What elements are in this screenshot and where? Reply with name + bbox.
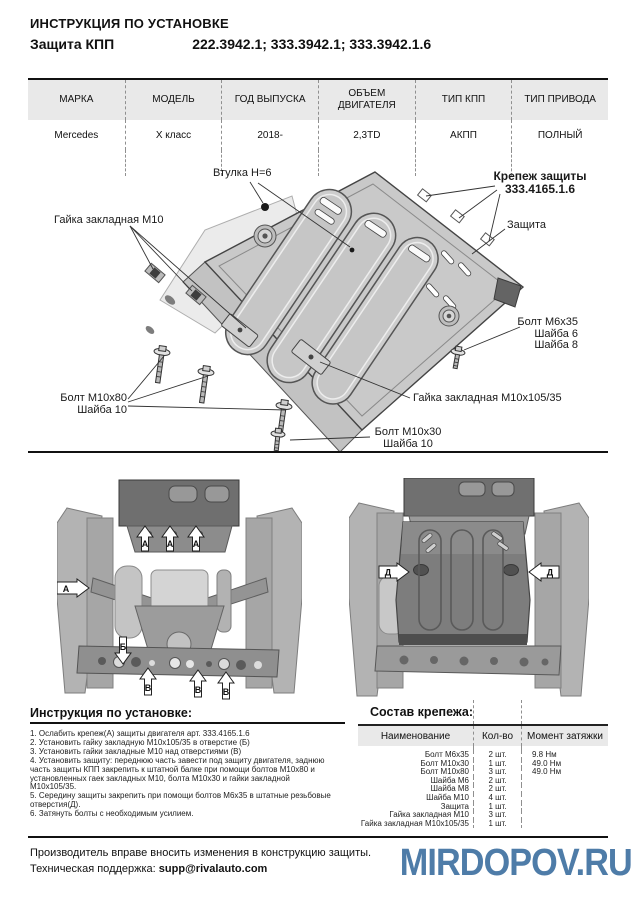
- support-line: [30, 863, 267, 875]
- hw-row-torque: 9.8 Нм: [521, 751, 608, 760]
- instructions-heading: Инструкция по установке:: [30, 706, 192, 720]
- marker-a-side: А: [62, 584, 70, 594]
- marker-a: А: [166, 539, 174, 549]
- label-rivet-nut-m10x105: Гайка закладная М10х105/35: [413, 392, 562, 404]
- spec-year: 2018-: [221, 120, 318, 150]
- hw-col-torque: Момент затяжки: [521, 726, 608, 746]
- instruction-step: 4. Установить защиту: переднюю часть завести под защиту двигателя, заднюю часть защиты КПП закрепить к штатной балке при помощи болтов М10х80 и установленных гаек закладных М10, болта М10х30 и гайки закладной М10х105/35.: [30, 755, 325, 792]
- hw-row-qty: 4 шт.: [473, 794, 521, 803]
- spec-col-engine: ОБЪЕМ ДВИГАТЕЛЯ: [318, 80, 415, 120]
- hw-row-name: Шайба М10: [426, 792, 469, 802]
- product-subtitle: [30, 36, 431, 52]
- label-bolt-m10x30: Болт М10х30 Шайба 10: [374, 426, 442, 450]
- spec-gearbox: АКПП: [415, 120, 512, 150]
- hardware-heading: Состав крепежа:: [370, 705, 473, 719]
- hw-col-qty: Кол-во: [473, 726, 521, 746]
- underbody-photo-after: [349, 478, 589, 700]
- label-shield: Защита: [507, 219, 546, 231]
- hw-row-torque: [521, 803, 608, 812]
- manufacturer-note: Производитель вправе вносить изменения в конструкцию защиты.: [30, 847, 372, 859]
- hw-col-name: Наименование: [358, 726, 473, 746]
- marker-a: А: [192, 539, 200, 549]
- support-label: Техническая поддержка:: [30, 863, 156, 875]
- hw-row-torque: [521, 794, 608, 803]
- spec-model: X класс: [125, 120, 222, 150]
- spec-engine: 2,3TD: [318, 120, 415, 150]
- part-numbers: 222.3942.1; 333.3942.1; 333.3942.1.6: [192, 36, 432, 52]
- marker-v: В: [222, 687, 230, 697]
- instruction-step: 6. Затянуть болты с необходимым усилием.: [30, 809, 194, 819]
- hw-row-torque: [521, 820, 608, 829]
- hw-row-torque: [521, 785, 608, 794]
- spec-col-gearbox: ТИП КПП: [415, 80, 512, 120]
- instructions-rule: [30, 722, 345, 724]
- spec-brand: Mercedes: [54, 129, 99, 141]
- marker-v: В: [144, 683, 152, 693]
- hw-row-qty: 1 шт.: [473, 820, 521, 829]
- marker-a: А: [141, 539, 149, 549]
- hw-row-name: Шайба М6: [430, 775, 469, 785]
- hw-row-torque: 49.0 Нм: [521, 768, 608, 777]
- marker-v: В: [194, 685, 202, 695]
- instruction-step: 5. Середину защиты закрепить при помощи болтов М6х35 в штатные резьбовые отверстия(Д).: [30, 791, 331, 810]
- instruction-step: 3. Установить гайки закладные М10 над отверстиями (В): [30, 746, 242, 756]
- instruction-step: 2. Установить гайку закладную М10х105/35 в отверстие (Б): [30, 737, 250, 747]
- underbody-photo-before: [57, 478, 302, 700]
- hw-row-qty: 3 шт.: [473, 768, 521, 777]
- hw-row-qty: 3 шт.: [473, 811, 521, 820]
- hw-row-name: Болт М6х35: [424, 750, 469, 759]
- hw-row-qty: 1 шт.: [473, 760, 521, 769]
- product-name: Защита КПП: [30, 36, 115, 52]
- label-bolt-m10x80: Болт М10х80 Шайба 10: [60, 392, 127, 416]
- hw-row-qty: 2 шт.: [473, 785, 521, 794]
- marker-d: Д: [546, 567, 554, 578]
- hw-row-torque: [521, 811, 608, 820]
- instruction-step: 1. Ослабить крепеж(А) защиты двигателя арт. 333.4165.1.6: [30, 729, 250, 738]
- marker-b: Б: [119, 642, 127, 652]
- label-rivet-nut-m10: Гайка закладная М10: [54, 214, 164, 226]
- hw-row-torque: 49.0 Нм: [521, 760, 608, 769]
- instructions-list: [30, 730, 338, 819]
- label-bolt-m6x35: Болт М6х35 Шайба 6 Шайба 8: [517, 316, 578, 351]
- hw-row-qty: 2 шт.: [473, 777, 521, 786]
- hw-row-name: Шайба М8: [430, 784, 469, 794]
- hw-row-torque: [521, 777, 608, 786]
- hw-row-name: Болт М10х80: [420, 767, 469, 777]
- spec-col-drive: ТИП ПРИВОДА: [511, 80, 608, 120]
- hw-row-name: Защита: [440, 801, 469, 811]
- site-watermark: MIRDOPOV.RU: [399, 842, 632, 884]
- page-title: ИНСТРУКЦИЯ ПО УСТАНОВКЕ: [30, 16, 229, 31]
- hw-row-qty: 2 шт.: [473, 751, 521, 760]
- divider: [28, 451, 608, 453]
- hw-row-name: Гайка закладная М10: [389, 810, 469, 820]
- spec-col-brand: МАРКА: [28, 80, 125, 120]
- spec-col-model: МОДЕЛЬ: [125, 80, 222, 120]
- spec-drive: ПОЛНЫЙ: [511, 120, 608, 150]
- spec-col-year: ГОД ВЫПУСКА: [221, 80, 318, 120]
- footer-rule: [28, 836, 608, 838]
- label-bushing: Втулка Н=6: [213, 167, 272, 179]
- support-email: supp@rivalauto.com: [158, 863, 268, 875]
- hw-row-name: Болт М10х30: [420, 758, 469, 768]
- label-fastener-kit: Крепеж защиты 333.4165.1.6: [493, 169, 587, 196]
- hw-row-qty: 1 шт.: [473, 803, 521, 812]
- hardware-table: [358, 700, 608, 828]
- hw-row-name: Гайка закладная М10х105/35: [360, 818, 469, 828]
- marker-d: Д: [384, 567, 392, 578]
